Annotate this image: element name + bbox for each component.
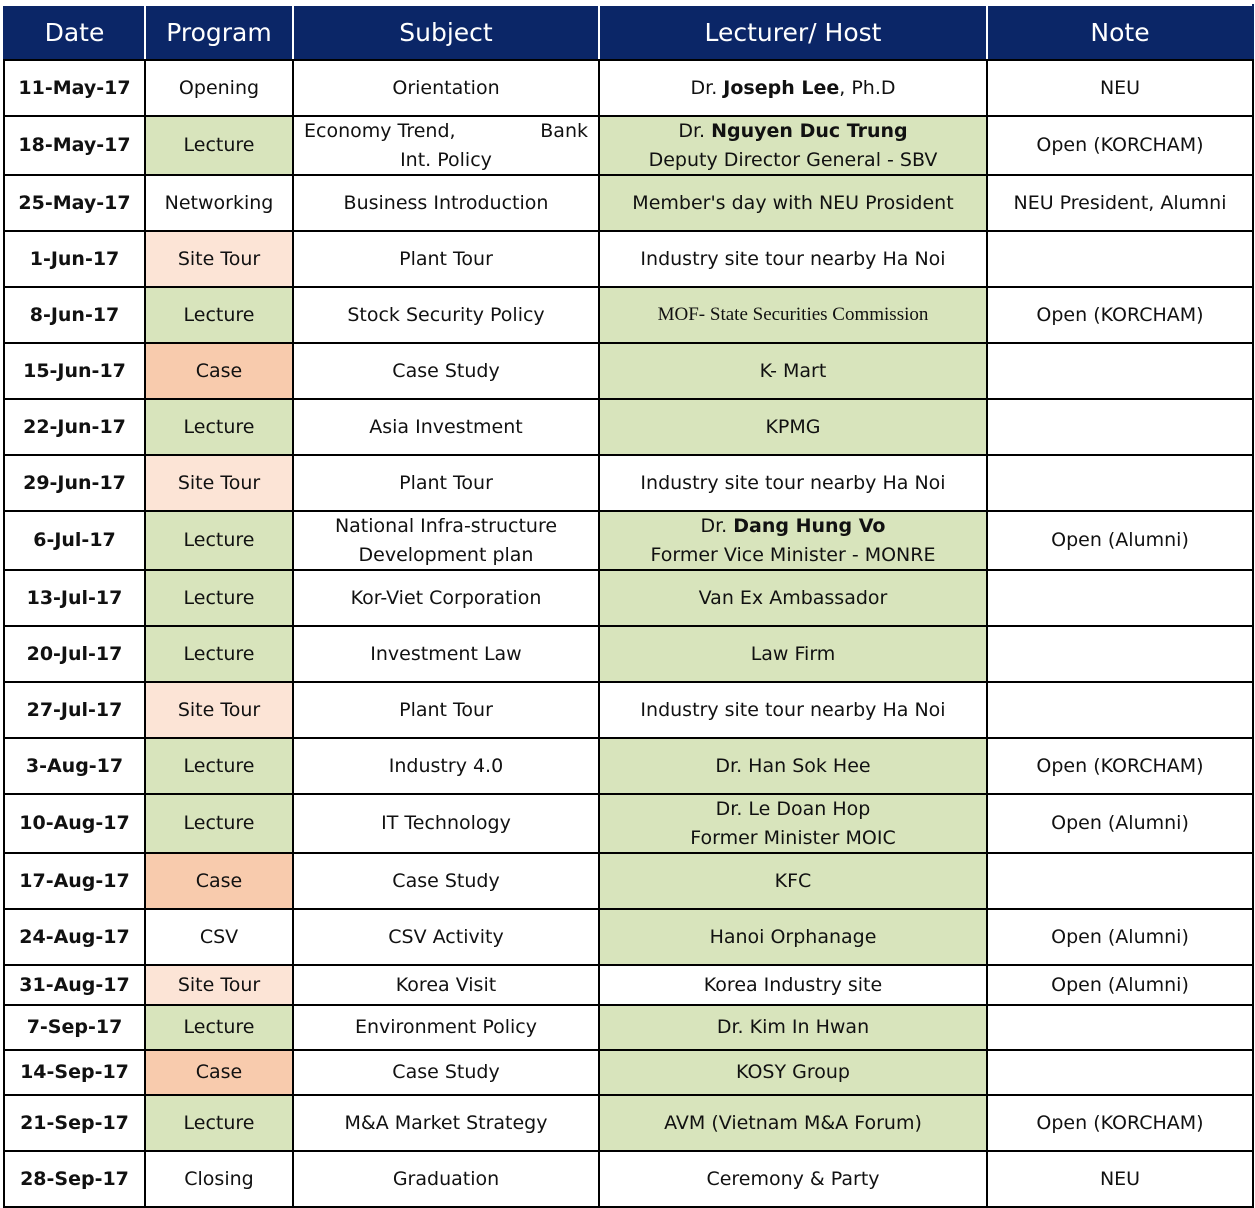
subject-cell: Plant Tour: [293, 682, 599, 738]
lecturer-cell: Dr. Han Sok Hee: [599, 738, 987, 794]
date-cell: 27-Jul-17: [4, 682, 145, 738]
program-cell: Lecture: [145, 116, 293, 175]
date-cell: 20-Jul-17: [4, 626, 145, 682]
program-cell: Networking: [145, 175, 293, 231]
subject-part-a: Economy Trend,: [304, 120, 456, 142]
table-row: [4, 455, 1253, 511]
date-cell: 28-Sep-17: [4, 1151, 145, 1207]
subject-cell: Graduation: [293, 1151, 599, 1207]
lecturer-cell: [599, 794, 987, 853]
subject-cell: Kor-Viet Corporation: [293, 570, 599, 626]
lecturer-line-2: Former Vice Minister - MONRE: [650, 543, 936, 566]
date-cell: 7-Sep-17: [4, 1005, 145, 1050]
program-cell: Lecture: [145, 738, 293, 794]
note-cell: [987, 1050, 1253, 1095]
lecturer-cell: Industry site tour nearby Ha Noi: [599, 455, 987, 511]
note-cell: [987, 343, 1253, 399]
lecturer-cell: Van Ex Ambassador: [599, 570, 987, 626]
note-cell: [987, 682, 1253, 738]
lecturer-cell: AVM (Vietnam M&A Forum): [599, 1095, 987, 1151]
lecturer-name: Dang Hung Vo: [733, 515, 886, 537]
subject-cell: Korea Visit: [293, 965, 599, 1005]
program-cell: Site Tour: [145, 682, 293, 738]
subject-cell: Orientation: [293, 60, 599, 116]
note-cell: Open (KORCHAM): [987, 116, 1253, 175]
lecturer-cell: Industry site tour nearby Ha Noi: [599, 682, 987, 738]
lecturer-cell: Korea Industry site: [599, 965, 987, 1005]
subject-cell: Asia Investment: [293, 399, 599, 455]
table-row: [4, 1050, 1253, 1095]
lecturer-cell: Law Firm: [599, 626, 987, 682]
subject-line-1: [300, 117, 592, 146]
subject-cell: IT Technology: [293, 794, 599, 853]
lecturer-cell: Ceremony & Party: [599, 1151, 987, 1207]
table-row: [4, 175, 1253, 231]
subject-cell: Industry 4.0: [293, 738, 599, 794]
program-cell: CSV: [145, 909, 293, 965]
date-cell: 21-Sep-17: [4, 1095, 145, 1151]
subject-cell: [293, 511, 599, 570]
lecturer-cell: MOF- State Securities Commission: [599, 287, 987, 343]
date-cell: 6-Jul-17: [4, 511, 145, 570]
subject-cell: M&A Market Strategy: [293, 1095, 599, 1151]
note-cell: [987, 626, 1253, 682]
program-cell: Case: [145, 853, 293, 909]
table-row: [4, 1151, 1253, 1207]
note-cell: Open (KORCHAM): [987, 287, 1253, 343]
note-cell: Open (KORCHAM): [987, 1095, 1253, 1151]
subject-cell: Case Study: [293, 853, 599, 909]
lecturer-prefix: Dr.: [678, 120, 712, 142]
program-cell: Site Tour: [145, 455, 293, 511]
table-row: [4, 909, 1253, 965]
note-cell: [987, 231, 1253, 287]
note-cell: Open (Alumni): [987, 909, 1253, 965]
note-cell: NEU: [987, 1151, 1253, 1207]
date-cell: 25-May-17: [4, 175, 145, 231]
table-row: [4, 60, 1253, 116]
schedule-table: [3, 4, 1254, 1208]
table-row: [4, 343, 1253, 399]
lecturer-line-2: Deputy Director General - SBV: [648, 148, 938, 171]
lecturer-cell: KPMG: [599, 399, 987, 455]
header-lecturer: Lecturer/ Host: [599, 5, 987, 60]
lecturer-cell: [599, 60, 987, 116]
subject-cell: Case Study: [293, 1050, 599, 1095]
lecturer-line-2: Former Minister MOIC: [690, 826, 896, 849]
subject-line-2: Development plan: [358, 543, 534, 566]
program-cell: Lecture: [145, 287, 293, 343]
table-row: [4, 231, 1253, 287]
lecturer-name: Nguyen Duc Trung: [711, 120, 908, 142]
program-cell: Closing: [145, 1151, 293, 1207]
note-cell: Open (Alumni): [987, 794, 1253, 853]
note-cell: Open (Alumni): [987, 511, 1253, 570]
subject-cell: Plant Tour: [293, 455, 599, 511]
program-cell: Site Tour: [145, 965, 293, 1005]
note-cell: [987, 455, 1253, 511]
date-cell: 17-Aug-17: [4, 853, 145, 909]
date-cell: 8-Jun-17: [4, 287, 145, 343]
table-row: [4, 626, 1253, 682]
note-cell: NEU President, Alumni: [987, 175, 1253, 231]
note-cell: [987, 853, 1253, 909]
lecturer-cell: KFC: [599, 853, 987, 909]
lecturer-cell: Industry site tour nearby Ha Noi: [599, 231, 987, 287]
note-cell: [987, 570, 1253, 626]
program-cell: Lecture: [145, 511, 293, 570]
program-cell: Case: [145, 1050, 293, 1095]
table-row: [4, 1095, 1253, 1151]
table-row: [4, 682, 1253, 738]
program-cell: Lecture: [145, 794, 293, 853]
note-cell: NEU: [987, 60, 1253, 116]
table-row: [4, 116, 1253, 175]
lecturer-line-1: [606, 117, 980, 146]
date-cell: 31-Aug-17: [4, 965, 145, 1005]
subject-cell: [293, 116, 599, 175]
lecturer-cell: [599, 511, 987, 570]
lecturer-cell: Dr. Kim In Hwan: [599, 1005, 987, 1050]
program-cell: Case: [145, 343, 293, 399]
program-cell: Lecture: [145, 399, 293, 455]
note-cell: Open (Alumni): [987, 965, 1253, 1005]
lecturer-cell: K- Mart: [599, 343, 987, 399]
subject-cell: CSV Activity: [293, 909, 599, 965]
date-cell: 14-Sep-17: [4, 1050, 145, 1095]
table-row: [4, 965, 1253, 1005]
subject-cell: Plant Tour: [293, 231, 599, 287]
table-row: [4, 399, 1253, 455]
lecturer-line-1: [606, 512, 980, 541]
subject-cell: Environment Policy: [293, 1005, 599, 1050]
lecturer-cell: [599, 116, 987, 175]
date-cell: 18-May-17: [4, 116, 145, 175]
table-row: [4, 511, 1253, 570]
subject-cell: Investment Law: [293, 626, 599, 682]
subject-line-1: National Infra-structure: [334, 515, 558, 537]
program-cell: Site Tour: [145, 231, 293, 287]
lecturer-prefix: Dr.: [700, 515, 734, 537]
table-row: [4, 738, 1253, 794]
program-cell: Lecture: [145, 626, 293, 682]
date-cell: 11-May-17: [4, 60, 145, 116]
program-cell: Lecture: [145, 1095, 293, 1151]
subject-line-2: Int. Policy: [400, 148, 492, 171]
date-cell: 24-Aug-17: [4, 909, 145, 965]
lecturer-cell: Member's day with NEU Prosident: [599, 175, 987, 231]
lecturer-line-1: Dr. Le Doan Hop: [715, 798, 871, 820]
subject-cell: Stock Security Policy: [293, 287, 599, 343]
subject-part-b: Bank: [540, 120, 588, 142]
date-cell: 29-Jun-17: [4, 455, 145, 511]
program-cell: Lecture: [145, 1005, 293, 1050]
header-date: Date: [4, 5, 145, 60]
table-row: [4, 287, 1253, 343]
note-cell: [987, 1005, 1253, 1050]
header-note: Note: [987, 5, 1253, 60]
lecturer-suffix: , Ph.D: [839, 76, 896, 99]
table-row: [4, 1005, 1253, 1050]
header-row: [4, 5, 1253, 60]
note-cell: [987, 399, 1253, 455]
lecturer-prefix: Dr.: [690, 76, 724, 99]
table-row: [4, 853, 1253, 909]
program-cell: Lecture: [145, 570, 293, 626]
date-cell: 10-Aug-17: [4, 794, 145, 853]
date-cell: 1-Jun-17: [4, 231, 145, 287]
subject-cell: Case Study: [293, 343, 599, 399]
lecturer-cell: Hanoi Orphanage: [599, 909, 987, 965]
lecturer-cell: KOSY Group: [599, 1050, 987, 1095]
header-subject: Subject: [293, 5, 599, 60]
date-cell: 3-Aug-17: [4, 738, 145, 794]
date-cell: 13-Jul-17: [4, 570, 145, 626]
lecturer-name: Joseph Lee: [723, 76, 840, 99]
date-cell: 22-Jun-17: [4, 399, 145, 455]
header-program: Program: [145, 5, 293, 60]
subject-cell: Business Introduction: [293, 175, 599, 231]
table-row: [4, 794, 1253, 853]
date-cell: 15-Jun-17: [4, 343, 145, 399]
note-cell: Open (KORCHAM): [987, 738, 1253, 794]
program-cell: Opening: [145, 60, 293, 116]
table-row: [4, 570, 1253, 626]
